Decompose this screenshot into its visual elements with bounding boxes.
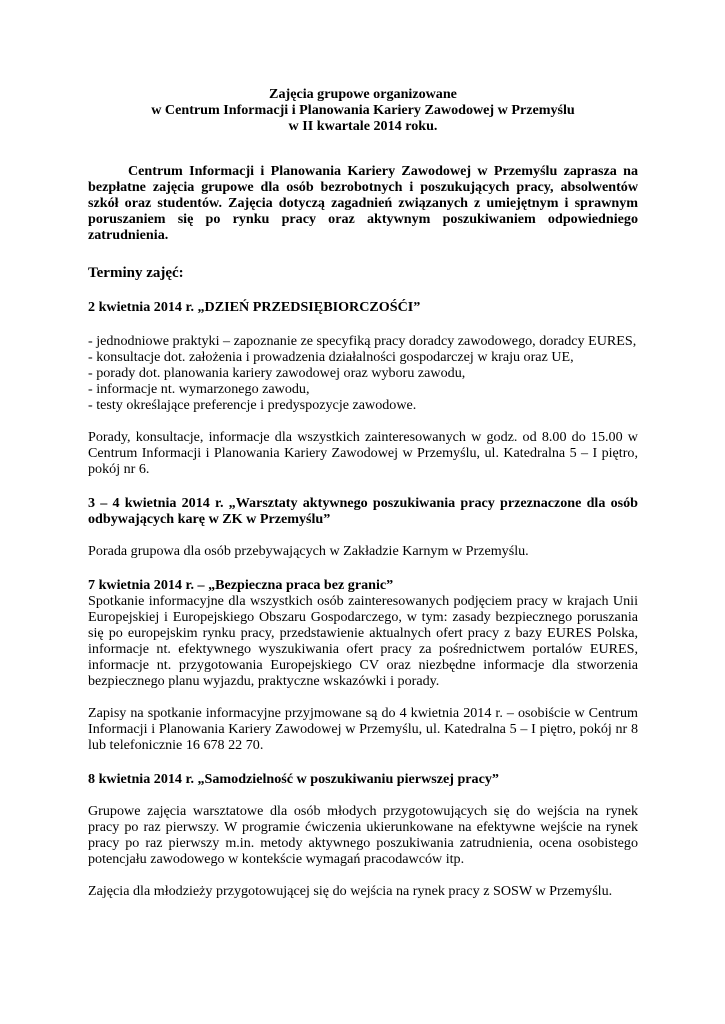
event-2-heading: 3 – 4 kwietnia 2014 r. „Warsztaty aktywnego poszukiwania pracy przeznaczone dla osób odbywających karę w ZK w Przemyślu” [88,495,638,527]
event-4-heading: 8 kwietnia 2014 r. „Samodzielność w poszukiwaniu pierwszej pracy” [88,771,499,787]
event-4-body: Grupowe zajęcia warsztatowe dla osób młodych przygotowujących się do wejścia na rynek pracy po raz pierwszy. W programie ćwiczenia ukierunkowane na efektywne wejście na rynek pracy po raz pierwszy m.in. metody aktywnego poszukiwania zatrudnienia, ocena osobistego potencjału zawodowego w kontekście wymagań pracodawców itp. [88,803,638,867]
event-4-note: Zajęcia dla młodzieży przygotowującej się do wejścia na rynek pracy z SOSW w Przemyślu. [88,883,613,899]
event-1-heading: 2 kwietnia 2014 r. „DZIEŃ PRZEDSIĘBIORCZOŚĆI” [88,299,421,315]
list-item: - testy określające preferencje i predyspozycje zawodowe. [88,397,417,413]
event-3-registration: Zapisy na spotkanie informacyjne przyjmowane są do 4 kwietnia 2014 r. – osobiście w Centrum Informacji i Planowania Kariery Zawodowej w Przemyślu, ul. Katedralna 5 – I piętro, pokój nr 8 lub telefonicznie 16 678 22 70. [88,705,638,753]
list-item: - informacje nt. wymarzonego zawodu, [88,381,310,397]
event-3-heading: 7 kwietnia 2014 r. – „Bezpieczna praca bez granic” [88,577,394,593]
event-1-bullet-list [88,333,638,413]
document-page [88,86,638,899]
title-line-3: w II kwartale 2014 roku. [288,118,438,134]
event-2-body: Porada grupowa dla osób przebywających w Zakładzie Karnym w Przemyślu. [88,543,529,559]
event-3-body: Spotkanie informacyjne dla wszystkich osób zainteresowanych podjęciem pracy w krajach Unii Europejskiej i Europejskiego Obszaru Gospodarczego, w tym: zasady bezpiecznego poruszania się po europejskim rynku pracy, przedstawienie aktualnych ofert pracy z bazy EURES Polska, informacje nt. efektywnego wyszukiwania ofert pracy za pośrednictwem portalów EURES, informacje nt. przygotowania Europejskiego CV oraz niezbędne informacje dla stworzenia bezpiecznego planu wyjazdu, praktyczne wskazówki i porady. [88,593,638,689]
list-item: - jednodniowe praktyki – zapoznanie ze specyfiką pracy doradcy zawodowego, doradcy EURES, [88,333,637,349]
terms-heading: Terminy zajęć: [88,265,184,281]
list-item: - konsultacje dot. założenia i prowadzenia działalności gospodarczej w kraju oraz UE, [88,349,574,365]
event-1-info: Porady, konsultacje, informacje dla wszystkich zainteresowanych w godz. od 8.00 do 15.00 w Centrum Informacji i Planowania Kariery Zawodowej w Przemyślu, ul. Katedralna 5 – I piętro, pokój nr 6. [88,429,638,477]
title-line-2: w Centrum Informacji i Planowania Kariery Zawodowej w Przemyślu [151,102,575,118]
intro-paragraph: Centrum Informacji i Planowania Kariery Zawodowej w Przemyślu zaprasza na bezpłatne zajęcia grupowe dla osób bezrobotnych i poszukujących pracy, absolwentów szkół oraz studentów. Zajęcia dotyczą zagadnień związanych z umiejętnym i sprawnym poruszaniem się po rynku pracy oraz aktywnym poszukiwaniem odpowiedniego zatrudnienia. [88,163,638,243]
title-line-1: Zajęcia grupowe organizowane [269,86,457,102]
document-title [88,86,638,134]
list-item: - porady dot. planowania kariery zawodowej oraz wyboru zawodu, [88,365,466,381]
